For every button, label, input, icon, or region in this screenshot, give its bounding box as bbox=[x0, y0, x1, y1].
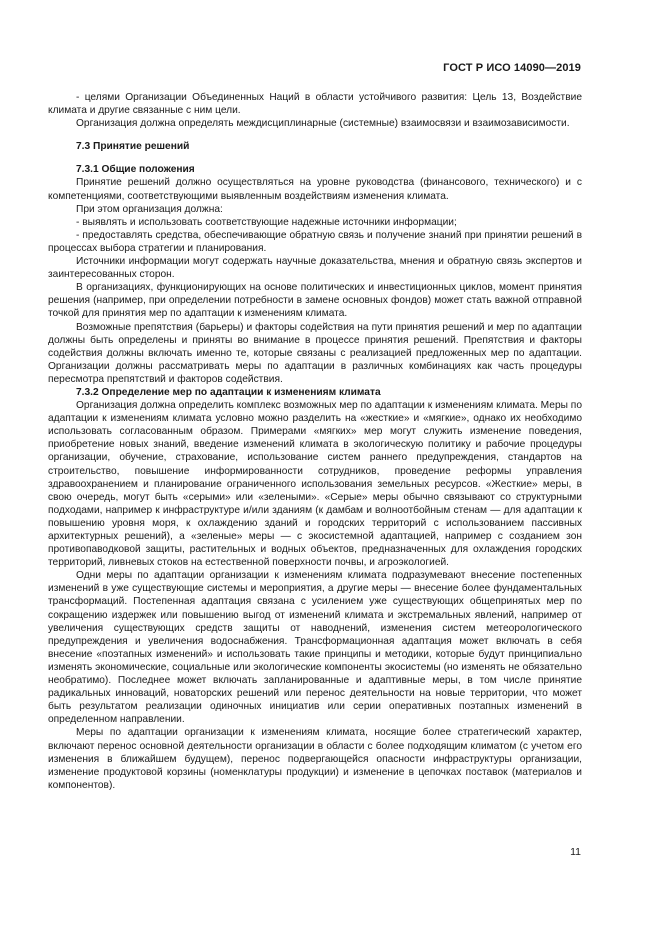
document-header-standard: ГОСТ Р ИСО 14090—2019 bbox=[443, 62, 581, 74]
paragraph-strategic-measures: Меры по адаптации организации к изменениям климата, носящие более стратегический характер, включают перенос основной деятельности организации в области с более подходящим климатом (с учетом его изменения в ближайшем будущем), перенос подвергающейся опасности инфраструктуры организации, изменение продуктовой корзины (номенклатуры продукции) и изменение в цепочках поставок (материалов и компонентов). bbox=[48, 727, 582, 791]
paragraph-barriers: Возможные препятствия (барьеры) и факторы содействия на пути принятия решений и мер по адаптации должны быть определены и приняты во внимание в процессе принятия решений. Препятствия и факторы содействия должны включать именно те, которые связаны с реализацией предложенных мер по адаптации. Организации должны рассматривать меры по адаптации в различных комбинациях как часть процедуры пересмотра препятствий и факторов содействия. bbox=[48, 321, 582, 385]
paragraph-incremental-transformational: Одни меры по адаптации организации к изменениям климата подразумевают внесение постепенных изменений в уже существующие системы и мероприятия, а другие меры — внесение более фундаментальных трансформаций. Постепенная адаптация связана с усилением уже существующих общепринятых мер по сокращению издержек или повышению выгод от изменений климата и экстремальных явлений, например от увеличения существующих средств защиты от наводнений, изменения систем метеорологического предупреждения и увеличения водоснабжения. Трансформационная адаптация может включать в себя внесение «поэтапных изменений» и использовать такие принципы и методики, которые будут принципиально изменять экономические, социальные или экологические компоненты экосистемы (но изменять не обязательно необратимо). Последнее может включать запланированные и адаптивные меры, в том числе принятие радикальных инноваций, новаторских решений или перенос деятельности на новые территории, что может быть результатом реализации одиночных инициатив или серии оперативных поэтапных изменений в определенном направлении. bbox=[48, 570, 582, 726]
paragraph-decision-making: Принятие решений должно осуществляться на уровне руководства (финансового, технического) и с компетенциями, соответствующими выявленным воздействиям изменения климата. bbox=[48, 177, 582, 202]
subsection-heading-7-3-1: 7.3.1 Общие положения bbox=[76, 164, 195, 176]
document-body bbox=[48, 91, 582, 792]
subsection-heading-7-3-2: 7.3.2 Определение мер по адаптации к изменениям климата bbox=[76, 386, 381, 398]
list-item-information-sources: - выявлять и использовать соответствующие надежные источники информации; bbox=[76, 216, 457, 228]
list-item-feedback-means: - предоставлять средства, обеспечивающие обратную связь и получение знаний при принятии решений в процессах выбора стратегии и планирования. bbox=[48, 229, 582, 254]
paragraph-adaptation-measures: Организация должна определить комплекс возможных мер по адаптации к изменениям климата. Меры по адаптации к изменениям климата условно можно разделить на «жесткие» и «мягкие», однако их необходимо использовать согласованным образом. Примерами «мягких» мер могут служить изменение поведения, приобретение новых знаний, введение изменений климата в экологическую политику и рабочие процедуры организации, обучение, страхование, использование систем раннего предупреждения, стандартов на строительство, повышение информированности сотрудников, проведение реформы управления здравоохранением и планирование ограниченного использования земельных ресурсов. «Жесткие» меры, в свою очередь, могут быть «серыми» или «зелеными». «Серые» меры обычно связывают со структурными подходами, например к инфраструктуре и/или зданиям (к дамбам и волноотбойным стенам — для адаптации к повышению уровня моря, к охлаждению зданий и городских территорий с использованием пассивных архитектурных решений), а «зеленые» меры — с экосистемной адаптацией, например с созданием зон противопаводковой защиты, растительных и водных объектов, предназначенных для охлаждения городских территорий, ливневых стоков на естественной поверхности почвы, и агроэкологией. bbox=[48, 400, 582, 569]
section-heading-7-3: 7.3 Принятие решений bbox=[76, 141, 190, 153]
paragraph-interdisciplinary: Организация должна определять междисциплинарные (системные) взаимосвязи и взаимозависимости. bbox=[76, 118, 570, 130]
paragraph-information-sources: Источники информации могут содержать научные доказательства, мнения и обратную связь экспертов и заинтересованных сторон. bbox=[48, 256, 582, 281]
paragraph-investment-cycles: В организациях, функционирующих на основе политических и инвестиционных циклов, момент принятия решения (например, при определении потребности в замене основных фондов) может стать важной отправной точкой для принятия мер по адаптации к изменениям климата. bbox=[48, 282, 582, 320]
page-number: 11 bbox=[570, 846, 581, 858]
paragraph-un-goals: - целями Организации Объединенных Наций в области устойчивого развития: Цель 13, Воздействие климата и другие связанные с ним цели. bbox=[48, 92, 582, 117]
paragraph-organization-must: При этом организация должна: bbox=[76, 203, 223, 215]
